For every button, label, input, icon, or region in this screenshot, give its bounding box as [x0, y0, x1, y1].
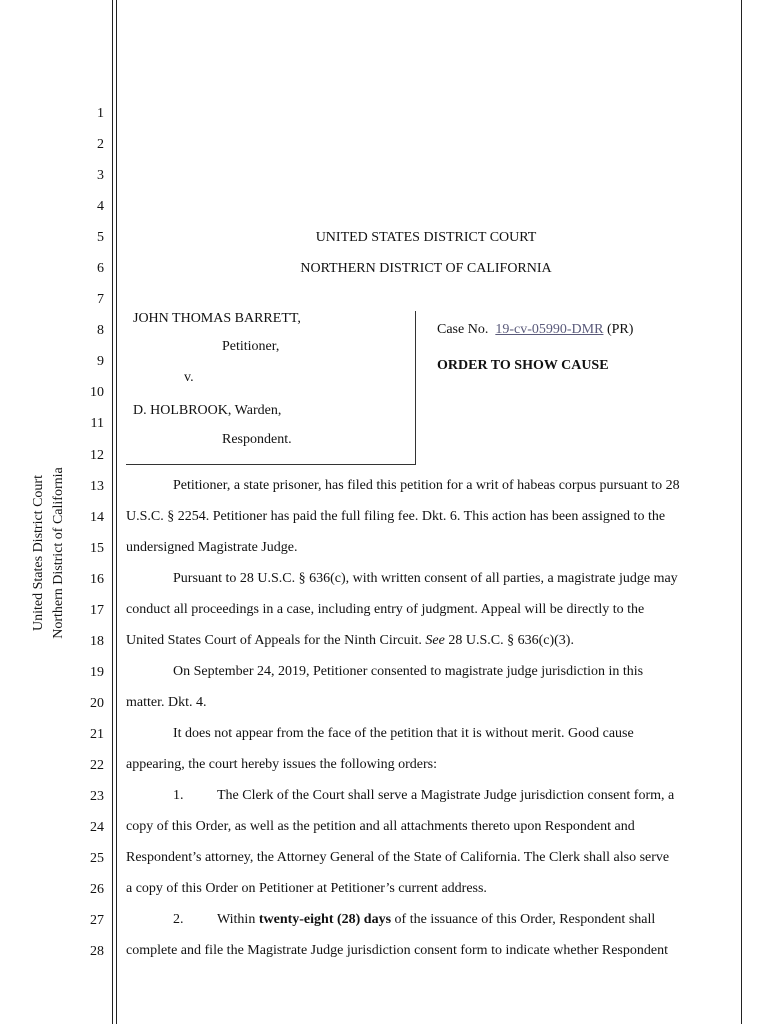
petitioner-role: Petitioner, [222, 339, 280, 354]
versus-label: v. [184, 370, 194, 385]
case-number-line [437, 322, 633, 338]
line-number: 7 [97, 292, 104, 307]
line-number: 2 [97, 137, 104, 152]
left-margin-rule-inner [116, 0, 117, 1024]
list-number: 1. [173, 788, 184, 803]
left-margin-rule-outer [112, 0, 113, 1024]
body-line: The Clerk of the Court shall serve a Magistrate Judge jurisdiction consent form, a [217, 788, 675, 803]
line-number: 22 [90, 758, 104, 773]
body-text: United States Court of Appeals for the Ninth Circuit. [126, 633, 426, 648]
respondent-role: Respondent. [222, 432, 292, 447]
line-number: 16 [90, 572, 104, 587]
line-number: 4 [97, 199, 104, 214]
right-margin-rule [741, 0, 742, 1024]
line-number: 5 [97, 230, 104, 245]
line-number: 28 [90, 944, 104, 959]
sidebar-court: United States District Court [31, 475, 46, 631]
body-line [126, 633, 574, 649]
line-number: 15 [90, 541, 104, 556]
line-number: 11 [90, 416, 104, 431]
body-line: It does not appear from the face of the petition that it is without merit. Good cause [173, 726, 634, 741]
line-number: 3 [97, 168, 104, 183]
petitioner-name: JOHN THOMAS BARRETT, [133, 311, 301, 326]
court-name: UNITED STATES DISTRICT COURT [315, 230, 537, 245]
line-number: 9 [97, 354, 104, 369]
line-number: 25 [90, 851, 104, 866]
line-number: 17 [90, 603, 104, 618]
line-number: 12 [90, 448, 104, 463]
line-number: 24 [90, 820, 104, 835]
body-line: appearing, the court hereby issues the following orders: [126, 757, 438, 772]
line-number: 18 [90, 634, 104, 649]
body-text: Within [217, 912, 259, 927]
body-text: 28 U.S.C. § 636(c)(3). [444, 633, 574, 648]
body-line: U.S.C. § 2254. Petitioner has paid the full filing fee. Dkt. 6. This action has been assigned to the [126, 509, 666, 524]
line-number: 10 [90, 385, 104, 400]
line-number: 26 [90, 882, 104, 897]
body-line: conduct all proceedings in a case, including entry of judgment. Appeal will be directly to the [126, 602, 645, 617]
body-text: of the issuance of this Order, Respondent shall [391, 912, 656, 927]
line-number: 1 [97, 106, 104, 121]
court-district: NORTHERN DISTRICT OF CALIFORNIA [300, 261, 552, 276]
line-number: 23 [90, 789, 104, 804]
body-line: Respondent’s attorney, the Attorney General of the State of California. The Clerk shall also serve [126, 850, 670, 865]
line-number: 8 [97, 323, 104, 338]
line-number: 21 [90, 727, 104, 742]
body-line: matter. Dkt. 4. [126, 695, 207, 710]
sidebar-district: Northern District of California [51, 467, 66, 639]
respondent-name: D. HOLBROOK, Warden, [133, 403, 282, 418]
line-number: 14 [90, 510, 104, 525]
body-line: Petitioner, a state prisoner, has filed this petition for a writ of habeas corpus pursuant to 28 [173, 478, 680, 493]
body-line: copy of this Order, as well as the petition and all attachments thereto upon Respondent and [126, 819, 635, 834]
body-line: On September 24, 2019, Petitioner consented to magistrate judge jurisdiction in this [173, 664, 644, 679]
citation-signal: See [425, 633, 445, 648]
caption-divider-horizontal [126, 464, 416, 465]
order-title: ORDER TO SHOW CAUSE [437, 358, 609, 373]
case-number-link[interactable]: 19-cv-05990-DMR [495, 322, 604, 337]
caption-divider-vertical [415, 311, 416, 465]
line-number: 19 [90, 665, 104, 680]
case-number-suffix: (PR) [606, 322, 634, 337]
line-number: 13 [90, 479, 104, 494]
body-line: complete and file the Magistrate Judge jurisdiction consent form to indicate whether Respondent [126, 943, 668, 958]
body-line: Pursuant to 28 U.S.C. § 636(c), with written consent of all parties, a magistrate judge may [173, 571, 678, 586]
body-line [217, 912, 655, 928]
line-number: 27 [90, 913, 104, 928]
body-line: a copy of this Order on Petitioner at Petitioner’s current address. [126, 881, 487, 896]
line-number: 20 [90, 696, 104, 711]
case-number-prefix: Case No. [437, 322, 489, 337]
line-number: 6 [97, 261, 104, 276]
list-number: 2. [173, 912, 184, 927]
deadline-emphasis: twenty-eight (28) days [258, 912, 392, 927]
body-line: undersigned Magistrate Judge. [126, 540, 298, 555]
